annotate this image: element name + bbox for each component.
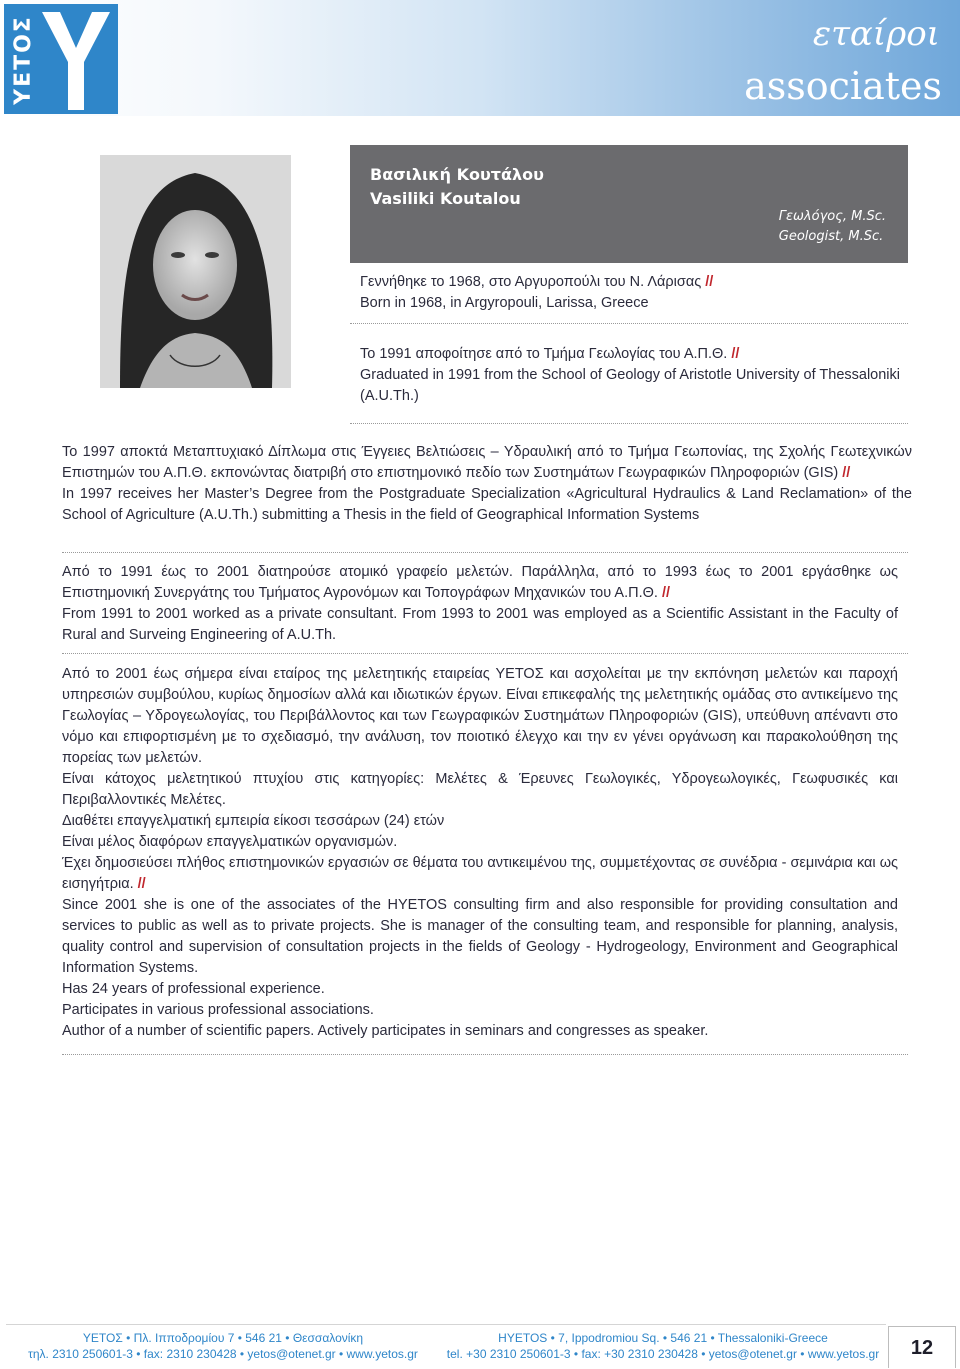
current-section [62,664,898,1042]
name-box [350,145,908,263]
footer-greek-address: ΥΕΤΟΣ • Πλ. Ιπποδρομίου 7 • 546 21 • Θεσσαλονίκη [82,1331,364,1345]
current-english-para: Author of a number of scientific papers. Actively participates in seminars and congresses as speaker. [62,1023,709,1039]
logo-text: ΥΕΤΟΣ [11,15,36,105]
separator: // [661,585,670,601]
page-number: 12 [888,1326,956,1368]
current-greek-para: Είναι μέλος διαφόρων επαγγελματικών οργανισμών. [62,834,398,850]
divider [350,323,908,324]
career-greek: Από το 1991 έως το 2001 διατηρούσε ατομικό γραφείο μελετών. Παράλληλα, από το 1993 έως το 2001 εργάσθηκε ως Επιστημονική Συνεργάτης του Τμήματος Αγρονόμων και Τοπογράφων Μηχανικών του Α.Π.Θ. [62,564,898,601]
footer-line [6,1324,886,1325]
title-greek: Γεωλόγος, M.Sc. [778,209,886,224]
page-footer [0,1330,960,1368]
brand-english: associates [744,64,942,108]
current-greek-para: Διαθέτει επαγγελματική εμπειρία είκοσι τεσσάρων (24) ετών [62,813,445,829]
graduation-english: Graduated in 1991 from the School of Geology of Aristotle University of Thessaloniki (A.U.Th.) [360,367,900,404]
y-logo-icon [38,8,114,110]
name-greek: Βασιλική Κουτάλου [370,165,544,184]
graduation-greek: Το 1991 αποφοίτησε από το Τμήμα Γεωλογίας του Α.Π.Θ. [360,346,728,362]
footer-english-contact: tel. +30 2310 250601-3 • fax: +30 2310 230428 • yetos@otenet.gr • www.yetos.gr [446,1347,880,1361]
current-english-para: Since 2001 she is one of the associates of the HYETOS consulting firm and also responsible for providing consultation and services to public as well as to private projects. She is manager of the consulting team, and responsible for planning, analysis, quality control and supervision of consultation projects in the fields of Geology - Hydrogeology, Environment and Geographical Information Systems. [62,897,898,976]
masters-greek: Το 1997 αποκτά Μεταπτυχιακό Δίπλωμα στις Έγγειες Βελτιώσεις – Υδραυλική από το Τμήμα Γεωπονίας, της Σχολής Γεωτεχνικών Επιστημών του Α.Π.Θ. εκπονώντας διατριβή στο επιστημονικό πεδίο των Συστημάτων Γεωγραφικών Πληροφοριών (GIS) [62,444,912,481]
divider [62,552,908,553]
brand-greek: εταίροι [812,14,940,54]
current-english-para: Participates in various professional associations. [62,1002,374,1018]
current-greek-para: Έχει δημοσιεύσει πλήθος επιστημονικών εργασιών σε θέματα του αντικειμένου της, συμμετέχοντας σε συνέδρια - σεμινάρια και ως εισηγήτρια. [62,855,898,892]
current-english-para: Has 24 years of professional experience. [62,981,325,997]
portrait-photo [100,155,291,388]
current-greek-para: Από το 2001 έως σήμερα είναι εταίρος της μελετητικής εταιρείας ΥΕΤΟΣ και ασχολείται με την εκπόνηση μελετών και παροχή υπηρεσιών συμβούλου, κυρίως δημοσίων αλλά και ιδιωτικών έργων. Είναι επικεφαλής της μελετητικής ομάδας στο αντικείμενο της Γεωλογίας – Υδρογεωλογίας, του Περιβάλλοντος και των Γεωγραφικών Συστημάτων Πληροφοριών (GIS), υπεύθυνη απέναντι στο νόμο και επιφορτισμένη με το σχεδιασμό, την ανάλυση, τον ποιοτικό έλεγχο και την εν γένει οργάνωση και παρακολούθηση της πορείας των μελετών. [62,666,898,766]
title-english: Geologist, M.Sc. [778,229,884,244]
divider [62,1054,908,1055]
separator: // [731,346,740,362]
footer-greek [6,1330,440,1362]
footer-english-address: HYETOS • 7, Ippodromiou Sq. • 546 21 • Thessaloniki-Greece [498,1331,828,1345]
header-banner [0,0,960,116]
person-title [779,207,886,247]
person-name [370,163,544,211]
separator: // [842,465,851,481]
graduation-section [360,344,900,407]
current-greek-para: Είναι κάτοχος μελετητικού πτυχίου στις κατηγορίες: Μελέτες & Έρευνες Γεωλογικές, Υδρογεωλογικές, Γεωφυσικές και Περιβαλλοντικές Μελέτες. [62,771,898,808]
separator: // [137,876,146,892]
footer-greek-contact: τηλ. 2310 250601-3 • fax: 2310 230428 • yetos@otenet.gr • www.yetos.gr [28,1347,418,1361]
birth-english: Born in 1968, in Argyropouli, Larissa, Greece [360,295,649,311]
birth-greek: Γεννήθηκε το 1968, στο Αργυροπούλι του Ν. Λάρισας [360,274,702,290]
separator: // [705,274,714,290]
masters-english: In 1997 receives her Master’s Degree from the Postgraduate Specialization «Agricultural Hydraulics & Land Reclamation» of the School of Agriculture (A.U.Th.) submitting a Thesis in the field of Geographical Information Systems [62,486,912,523]
birth-section [360,272,908,314]
divider [350,423,908,424]
footer-english [440,1330,886,1362]
name-english: Vasiliki Koutalou [370,189,521,208]
divider [62,653,908,654]
career-english: From 1991 to 2001 worked as a private consultant. From 1993 to 2001 was employed as a Scientific Assistant in the Faculty of Rural and Surveing Engineering of A.U.Th. [62,606,898,643]
yetos-logo [4,4,118,114]
career-section [62,562,898,646]
masters-section [62,442,912,526]
